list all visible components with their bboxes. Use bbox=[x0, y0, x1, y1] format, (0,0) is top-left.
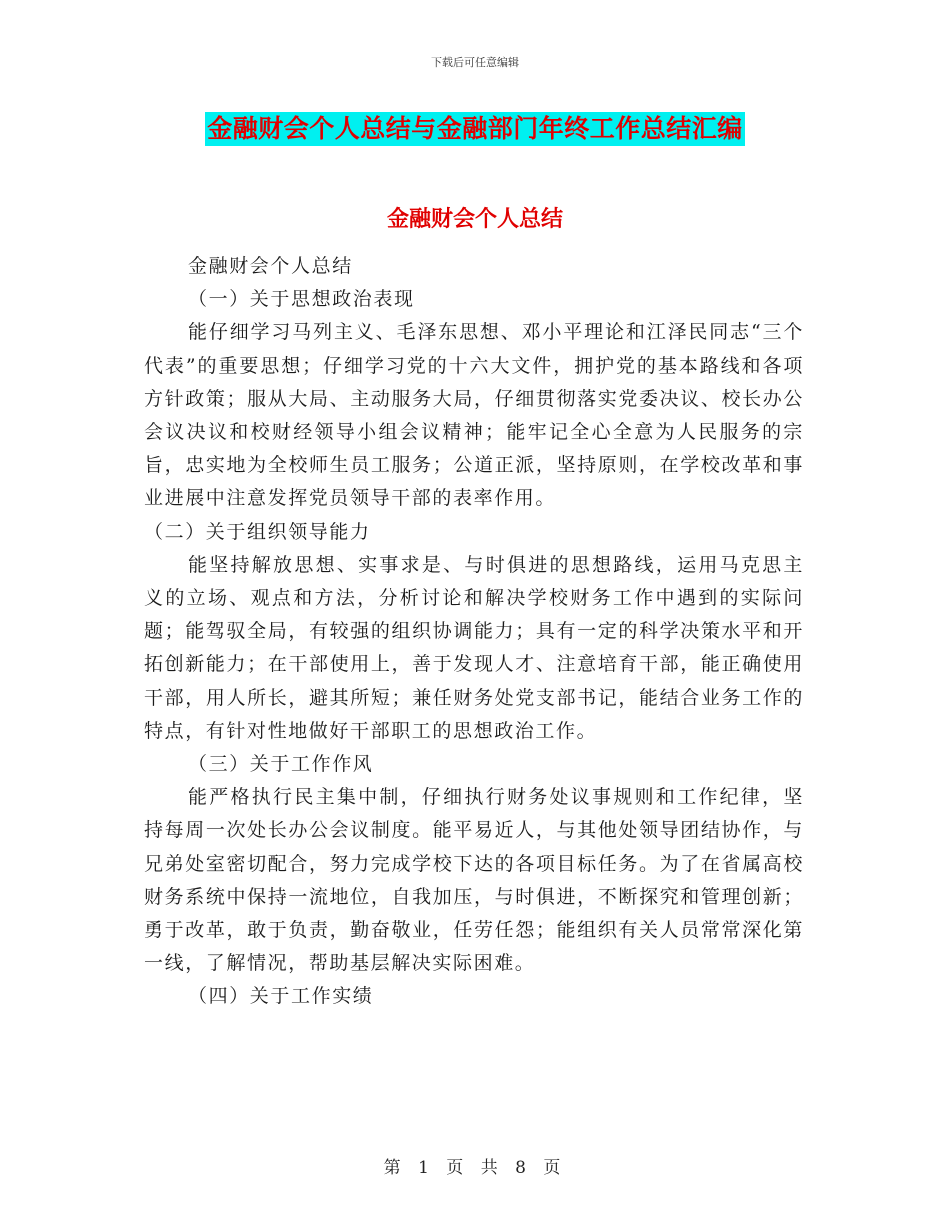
paragraph-political: 能仔细学习马列主义、毛泽东思想、邓小平理论和江泽民同志“三个代表”的重要思想；仔细学习党的十六大文件，拥护党的基本路线和各项方针政策；服从大局、主动服务大局，仔细贯彻落实党委决议、校长办公会议决议和校财经领导小组会议精神；能牢记全心全意为人民服务的宗旨，忠实地为全校师生员工服务；公道正派，坚持原则，在学校改革和事业进展中注意发挥党员领导干部的表率作用。 bbox=[144, 321, 804, 510]
header-note: 下载后可任意编辑 bbox=[431, 56, 519, 69]
paragraph-leadership: 能坚持解放思想、实事求是、与时俱进的思想路线，运用马克思主义的立场、观点和方法，分析讨论和解决学校财务工作中遇到的实际问题；能驾驭全局，有较强的组织协调能力；具有一定的科学决策水平和开拓创新能力；在干部使用上，善于发现人才、注意培育干部，能正确使用干部，用人所长，避其所短；兼任财务处党支部书记，能结合业务工作的特点，有针对性地做好干部职工的思想政治工作。 bbox=[144, 553, 804, 742]
page-footer: 第 1 页 共 8 页 bbox=[383, 1158, 567, 1178]
paragraph-work-style: 能严格执行民主集中制，仔细执行财务处议事规则和工作纪律，坚持每周一次处长办公会议制度。能平易近人，与其他处领导团结协作，与兄弟处室密切配合，努力完成学校下达的各项目标任务。为了在省属高校财务系统中保持一流地位，自我加压，与时俱进，不断探究和管理创新；勇于改革，敢于负责，勤奋敬业，任劳任怨；能组织有关人员常常深化第一线，了解情况，帮助基层解决实际困难。 bbox=[144, 786, 804, 975]
heading-work-style: （三）关于工作作风 bbox=[188, 753, 374, 776]
document-body bbox=[144, 250, 804, 1014]
section-title: 金融财会个人总结 bbox=[386, 207, 563, 232]
heading-political: （一）关于思想政治表现 bbox=[188, 288, 415, 311]
paragraph-subtitle: 金融财会个人总结 bbox=[188, 255, 353, 277]
main-title-wrap bbox=[0, 112, 950, 146]
heading-achievements: （四）关于工作实绩 bbox=[188, 985, 374, 1008]
heading-leadership: （二）关于组织领导能力 bbox=[144, 520, 371, 543]
main-title: 金融财会个人总结与金融部门年终工作总结汇编 bbox=[205, 112, 745, 146]
